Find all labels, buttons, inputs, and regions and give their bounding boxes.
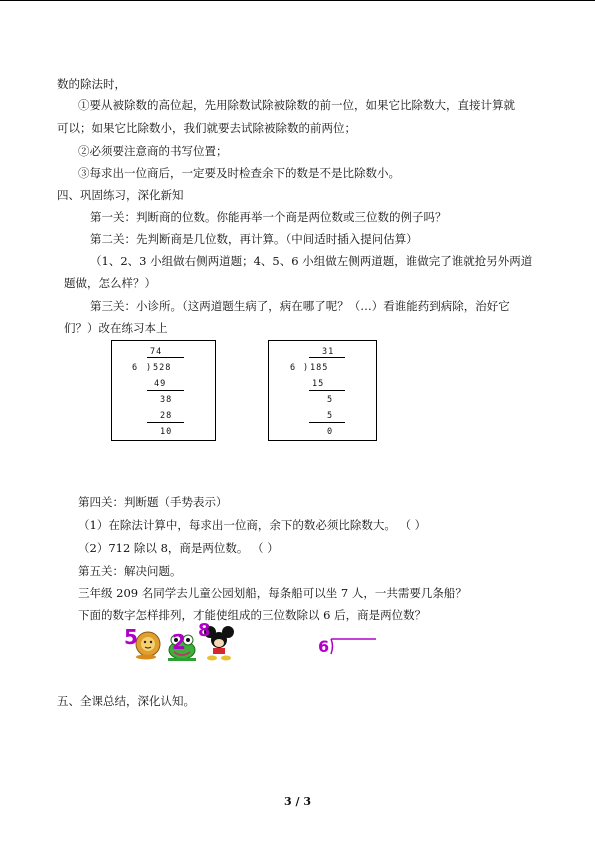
digit-five: 5 — [124, 625, 138, 649]
level-3-continued: 们？）改在练习本上 — [64, 321, 168, 335]
subtract-rule-1 — [147, 390, 184, 391]
judgement-2: （2）712 除以 8，商是两位数。 （ ） — [78, 541, 279, 555]
quotient: 74 — [150, 347, 163, 357]
rule-3-text: ③每求出一位商后，一定要及时检查余下的数是不是比除数小。 — [78, 166, 400, 180]
remainder-2: 10 — [160, 427, 173, 437]
rule-2-text: ②必须要注意商的书写位置； — [78, 144, 228, 158]
division-box-left — [111, 340, 216, 441]
level-2-note-continued: 题做，怎么样？） — [64, 276, 156, 290]
division-sign: ) — [303, 363, 310, 373]
problem-boat: 三年级 209 名同学去儿童公园划船，每条船可以坐 7 人，一共需要几条船？ — [78, 586, 467, 600]
section-heading-5: 五、全课总结，深化认知。 — [57, 694, 195, 708]
division-bracket-top — [309, 357, 345, 358]
header-rule — [0, 0, 595, 1]
subtract-rule-2 — [309, 422, 345, 423]
rule-1-text: ①要从被除数的高位起，先用除数试除被除数的前一位，如果它比除数大，直接计算就 — [78, 98, 515, 112]
division-sign: ) — [146, 363, 153, 373]
digit-eight: 8 — [198, 620, 211, 641]
quotient: 31 — [322, 347, 335, 357]
subtract-step-1: 49 — [154, 379, 167, 389]
remainder-1: 5 — [327, 395, 334, 405]
remainder-1: 38 — [160, 395, 173, 405]
dividend: 528 — [153, 363, 172, 373]
dividend: 185 — [310, 363, 329, 373]
subtract-rule-1 — [309, 390, 345, 391]
level-2-text: 第二关：先判断商是几位数，再计算。（中间适时插入提问估算） — [90, 232, 418, 246]
lion-digit-card — [124, 626, 164, 660]
mouse-digit-card — [198, 622, 236, 662]
subtract-step-2: 5 — [327, 411, 334, 421]
subtract-rule-2 — [147, 422, 184, 423]
division-bracket-top — [147, 357, 184, 358]
problem-digits: 下面的数字怎样排列，才能使组成的三位数除以 6 后，商是两位数？ — [78, 608, 427, 622]
division-box-right — [268, 340, 377, 441]
divisor: 6 — [132, 363, 139, 373]
level-1-text: 第一关：判断商的位数。你能再举一个商是两位数或三位数的例子吗？ — [90, 210, 447, 224]
subtract-step-2: 28 — [160, 411, 173, 421]
digit-two: 2 — [172, 630, 186, 654]
frog-digit-card — [164, 628, 200, 662]
section-heading-4: 四、巩固练习，深化新知 — [57, 188, 184, 202]
blank-division-bracket — [318, 636, 378, 660]
page-number: 3 / 3 — [284, 795, 311, 808]
subtract-step-1: 15 — [312, 379, 325, 389]
remainder-2: 0 — [327, 427, 334, 437]
bracket-icon — [318, 636, 378, 660]
level-3-text: 第三关：小诊所。（这两道题生病了，病在哪了呢？（…）看谁能药到病除，治好它 — [90, 299, 510, 313]
bracket-divisor: 6 — [318, 637, 330, 656]
paragraph-intro: 数的除法时， — [57, 77, 126, 91]
divisor: 6 — [290, 363, 297, 373]
rule-1-continued: 可以；如果它比除数小，我们就要去试除被除数的前两位； — [57, 121, 356, 135]
level-5-text: 第五关：解决问题。 — [78, 564, 182, 578]
level-2-note: （1、2、3 小组做右侧两道题；4、5、6 小组做左侧两道题，谁做完了谁就抢另外两道 — [90, 254, 533, 268]
judgement-1: （1）在除法计算中，每求出一位商，余下的数必须比除数大。 （ ） — [78, 518, 427, 532]
level-4-text: 第四关：判断题（手势表示） — [78, 495, 228, 509]
